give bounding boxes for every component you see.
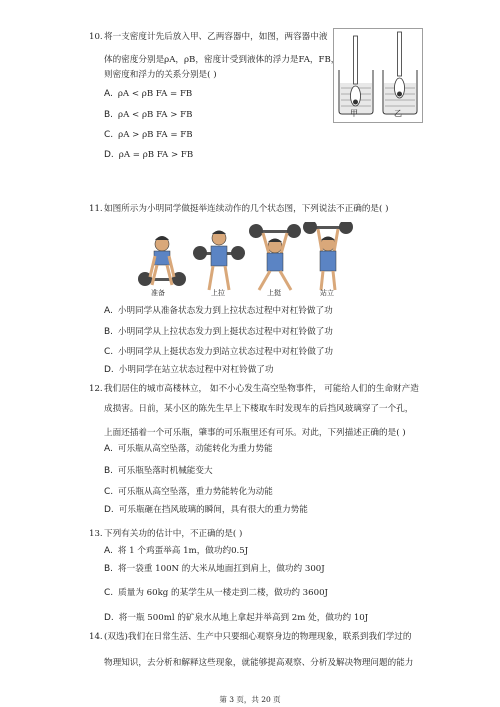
q10-figure-label-yi: 乙 xyxy=(394,109,402,118)
q11-weightlifting-figure xyxy=(137,222,353,300)
lifter-pull-illustration xyxy=(193,231,245,291)
q13-number: 13. xyxy=(89,529,103,539)
q14-stem-line1: (双选)我们在日常生活、生产中只要细心观察身边的物理现象，联系到我们学过的 xyxy=(104,632,412,642)
option-text: 可乐瓶砸在挡风玻璃的瞬间，具有很大的重力势能 xyxy=(118,505,308,515)
q13-stem: 下列有关功的估计中，不正确的是( ) xyxy=(104,529,243,539)
option-text: 可乐瓶从高空坠落，重力势能转化为动能 xyxy=(118,487,273,497)
option-text: ρA = ρB FA > FB xyxy=(118,150,194,160)
option-text: 小明同学从上拉状态发力到上挺状态过程中对杠铃做了功 xyxy=(118,327,333,337)
q12-option-d[interactable] xyxy=(104,505,308,516)
q11-option-c[interactable] xyxy=(104,347,333,358)
q11-stem: 如图所示为小明同学做挺举连续动作的几个状态图，下列说法不正确的是( ) xyxy=(104,204,389,214)
option-label: D. xyxy=(104,505,114,515)
option-text: 将一袋重 100N 的大米从地面扛到肩上，做功约 300J xyxy=(118,564,325,574)
page-footer: 第 3 页，共 20 页 xyxy=(219,695,281,704)
q10-stem-line2: 体的密度分别是ρA，ρB，密度计受到液体的浮力是FA，FB， xyxy=(104,55,340,65)
q12-option-a[interactable] xyxy=(104,444,273,455)
q13-option-d[interactable] xyxy=(104,613,368,624)
lifter-ready-illustration xyxy=(138,236,186,286)
q14-stem-line2: 物理知识，去分析和解释这些现象，就能够提高观察、分析及解决物理问题的能力 xyxy=(104,658,414,668)
option-label: A. xyxy=(104,306,113,316)
q13-option-a[interactable] xyxy=(104,546,248,557)
option-label: C. xyxy=(104,130,114,140)
option-text: ρA < ρB FA > FB xyxy=(118,110,193,120)
q12-option-c[interactable] xyxy=(104,487,273,498)
option-label: D. xyxy=(104,613,114,623)
q10-option-a[interactable] xyxy=(104,89,192,100)
q11-option-d[interactable] xyxy=(104,365,274,376)
option-label: D. xyxy=(104,365,114,375)
q14-number: 14. xyxy=(89,632,103,642)
lifter-jerk-illustration xyxy=(249,224,301,290)
q10-option-b[interactable] xyxy=(104,110,192,121)
option-label: C. xyxy=(104,487,114,497)
q11-option-b[interactable] xyxy=(104,327,333,338)
q11-label-ready: 准备 xyxy=(151,289,165,297)
q12-number: 12. xyxy=(89,384,103,394)
option-label: C. xyxy=(104,347,114,357)
q11-number: 11. xyxy=(89,204,103,214)
lifter-stand-illustration xyxy=(303,222,353,290)
q10-number: 10. xyxy=(89,32,103,42)
option-text: 质量为 60kg 的某学生从一楼走到二楼，做功约 3600J xyxy=(118,588,328,598)
option-text: 小明同学从上挺状态发力到站立状态过程中对杠铃做了功 xyxy=(118,347,334,357)
option-text: 可乐瓶坠落时机械能变大 xyxy=(118,466,213,476)
q10-option-d[interactable] xyxy=(104,150,193,161)
q12-stem-line1: 我们居住的城市高楼林立， 如不小心发生高空坠物事件， 可能给人们的生命财产造 xyxy=(104,384,419,394)
q12-option-b[interactable] xyxy=(104,466,213,477)
option-text: 可乐瓶从高空坠落，动能转化为重力势能 xyxy=(117,444,273,454)
q10-option-c[interactable] xyxy=(104,130,193,141)
option-text: 将一瓶 500ml 的矿泉水从地上拿起并举高到 2m 处，做功约 10J xyxy=(118,613,369,623)
option-label: B. xyxy=(104,110,114,120)
q11-label-jerk: 上挺 xyxy=(267,289,281,297)
option-label: D. xyxy=(104,150,114,160)
option-text: ρA < ρB FA = FB xyxy=(117,89,193,99)
option-text: 小明同学从准备状态发力到上拉状态过程中对杠铃做了功 xyxy=(117,306,333,316)
q13-option-c[interactable] xyxy=(104,588,328,599)
q10-hydrometer-figure xyxy=(333,28,423,123)
q10-stem-line1: 将一支密度计先后放入甲、乙两容器中，如图，两容器中液 xyxy=(104,32,328,42)
option-label: B. xyxy=(104,327,114,337)
q13-option-b[interactable] xyxy=(104,564,325,575)
option-label: A. xyxy=(104,444,113,454)
q11-label-pull: 上拉 xyxy=(211,289,225,297)
q12-stem-line3: 上面还插着一个可乐瓶，肇事的可乐瓶里还有可乐。对此，下列描述正确的是( ) xyxy=(104,428,406,438)
option-label: B. xyxy=(104,466,114,476)
option-label: B. xyxy=(104,564,114,574)
option-label: A. xyxy=(104,546,113,556)
q10-figure-label-jia: 甲 xyxy=(350,109,358,118)
option-text: 小明同学在站立状态过程中对杠铃做了功 xyxy=(118,365,274,375)
option-label: A. xyxy=(104,89,113,99)
option-text: ρA > ρB FA = FB xyxy=(118,130,193,140)
option-text: 将 1 个鸡蛋举高 1m，做功约0.5J xyxy=(117,546,249,556)
q12-stem-line2: 成损害。日前，某小区的陈先生早上下楼取车时发现车的后挡风玻璃穿了一个孔， xyxy=(104,404,414,414)
q11-option-a[interactable] xyxy=(104,306,333,317)
q11-label-stand: 站立 xyxy=(320,289,334,297)
option-label: C. xyxy=(104,588,114,598)
q10-stem-line3: 则密度和浮力的关系分别是( ) xyxy=(104,70,217,80)
